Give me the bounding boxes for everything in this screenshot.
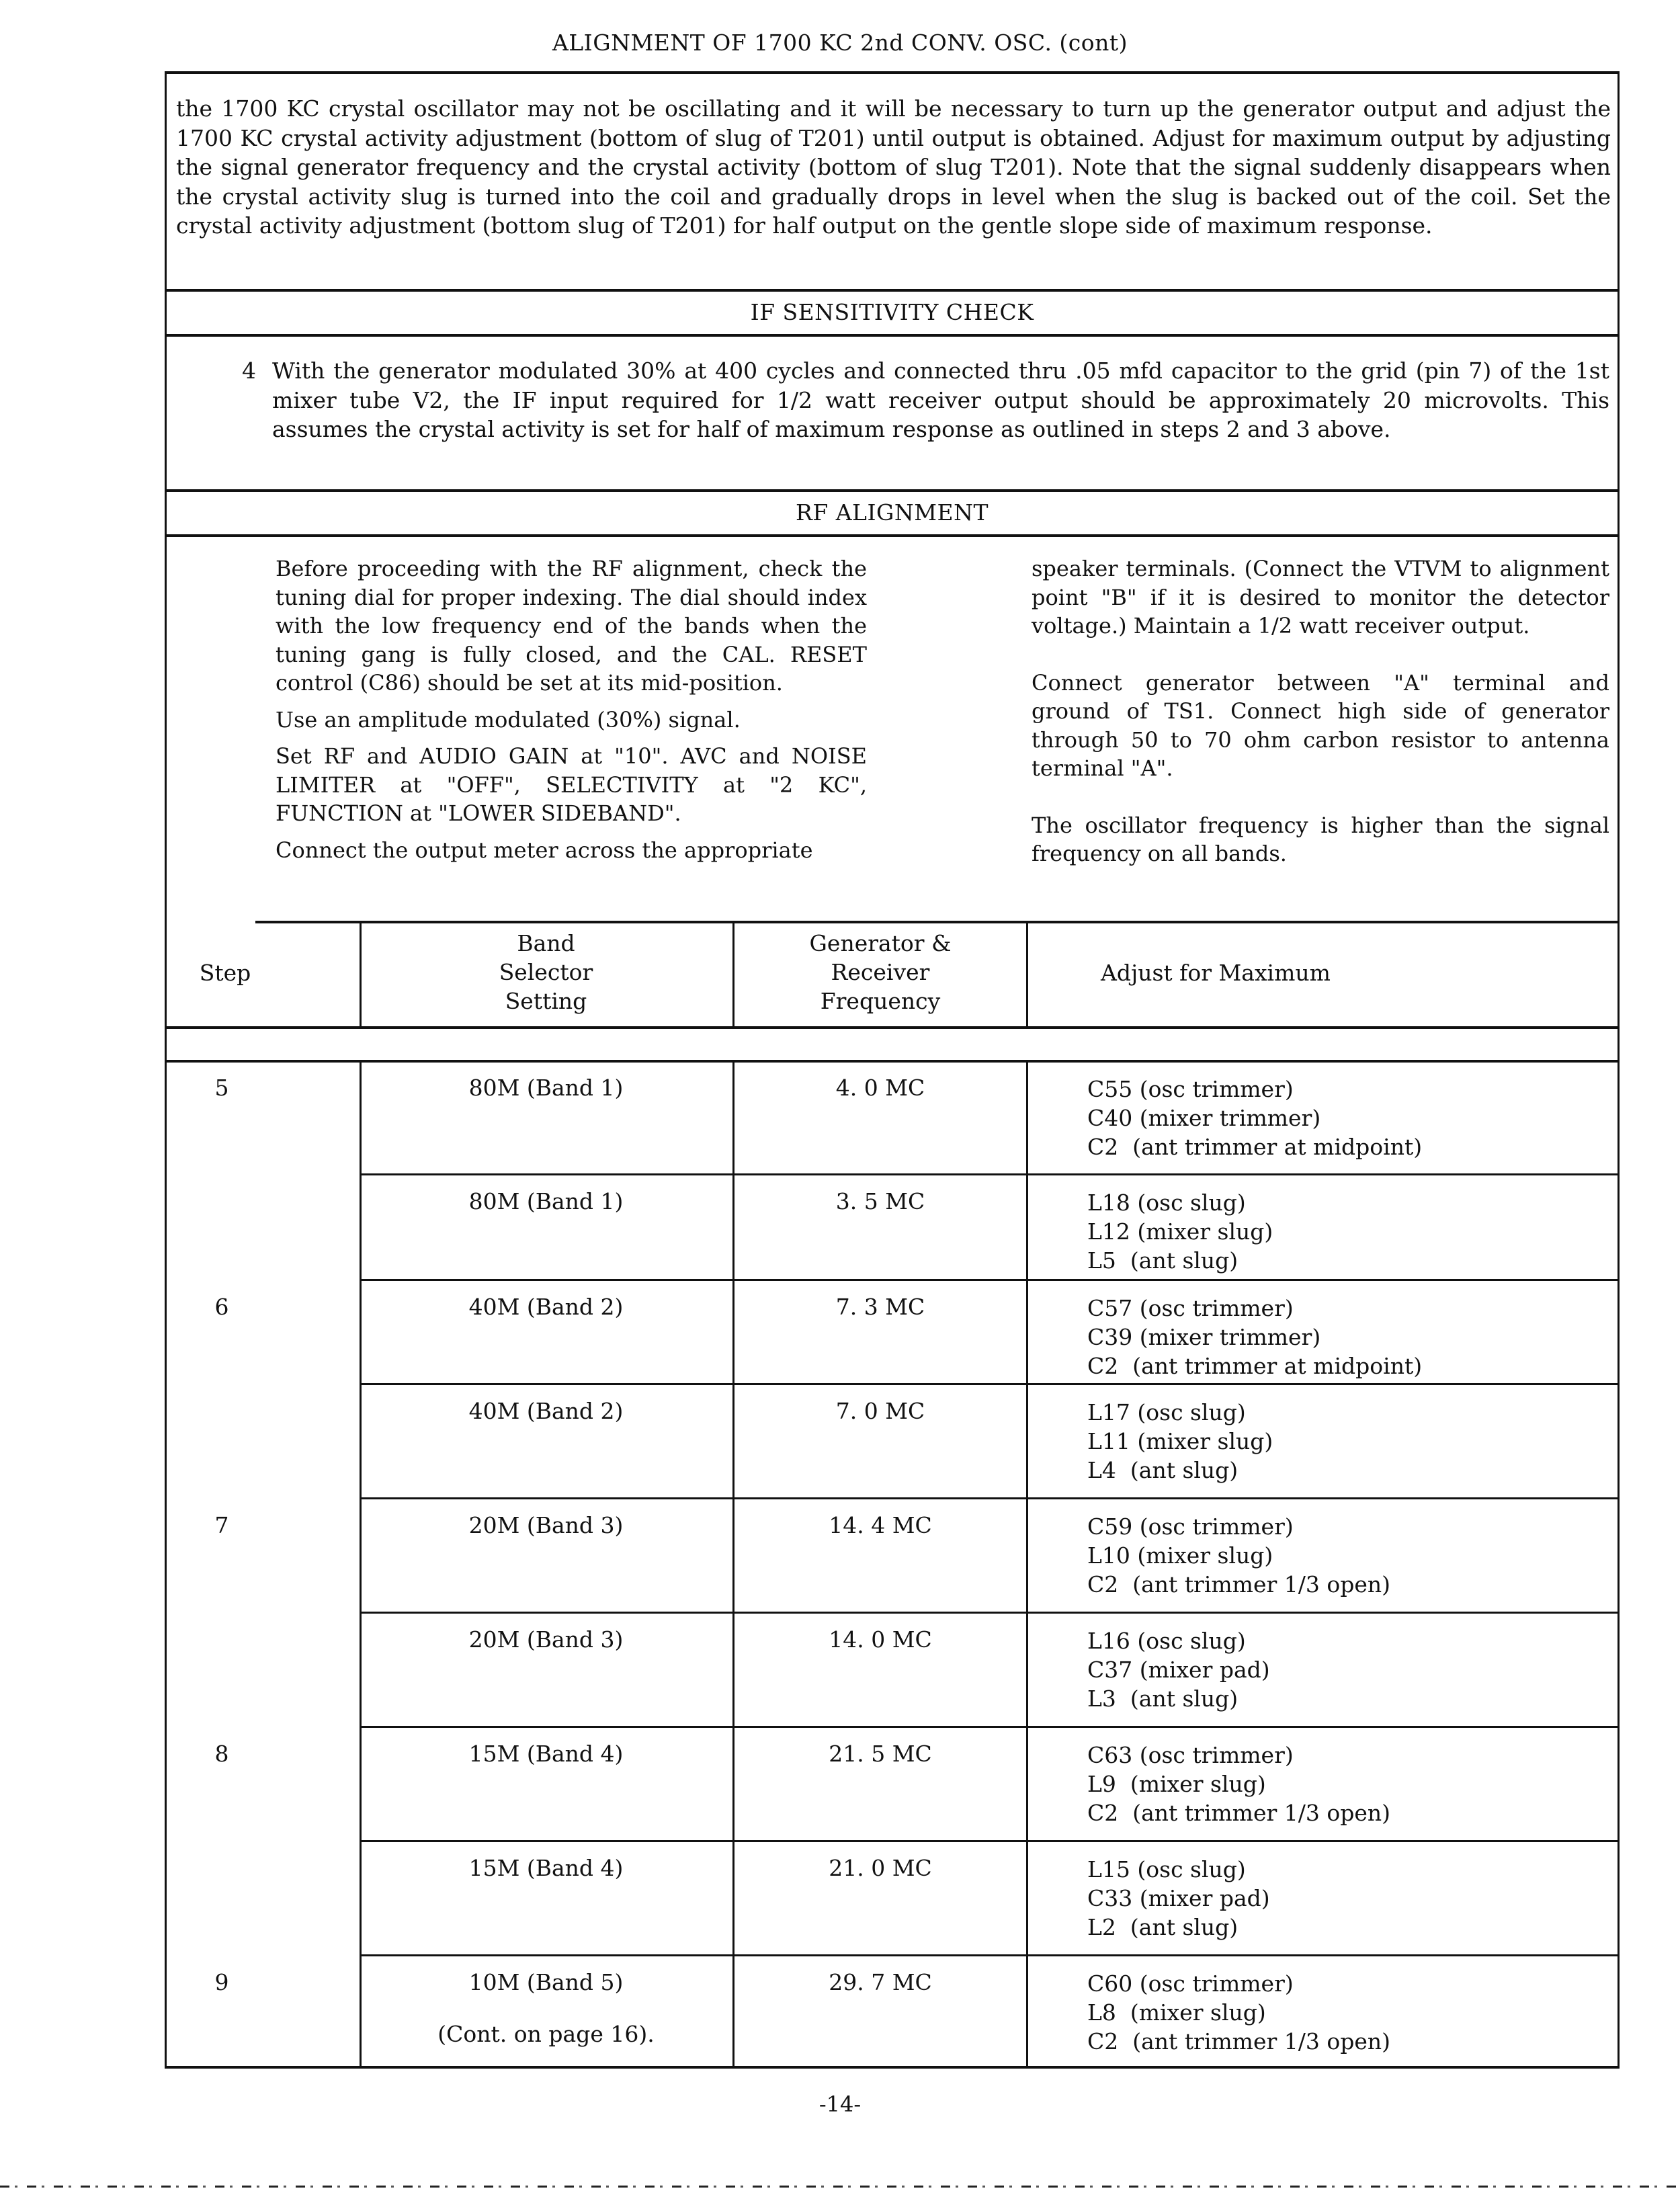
band-cell: 15M (Band 4): [468, 1741, 624, 1767]
frequency-cell: 4. 0 MC: [835, 1075, 925, 1101]
adjust-cell: [1087, 1855, 1270, 1942]
body-top-rule: [165, 1060, 1620, 1063]
if-section-heading: IF SENSITIVITY CHECK: [750, 299, 1034, 325]
adjust-cell: [1087, 1512, 1390, 1599]
adjust-item: C2 (ant trimmer 1/3 open): [1087, 1800, 1390, 1826]
adjust-cell: [1087, 1741, 1390, 1827]
adjust-item: L8 (mixer slug): [1087, 1999, 1266, 2026]
header-band-line: Selector: [499, 959, 593, 985]
adjust-cell: [1087, 1626, 1270, 1713]
if-step-text: With the generator modulated 30% at 400 cycles and connected thru .05 mfd capacitor to the grid (pin 7) of the 1st mixer tube V2, the IF input required for 1/2 watt receiver output should be approximately 20 microvolts. This assumes the crystal activity is set for half of maximum response as outlined in steps 2 and 3 above.: [272, 358, 1609, 442]
band-cell: 40M (Band 2): [468, 1398, 624, 1424]
rf-right-column: [1032, 554, 1609, 868]
adjust-item: C2 (ant trimmer 1/3 open): [1087, 2028, 1390, 2054]
adjust-item: C55 (osc trimmer): [1087, 1076, 1294, 1102]
adjust-cell: [1087, 1075, 1422, 1161]
column-divider: [732, 922, 734, 1026]
band-cell: 10M (Band 5): [468, 1969, 624, 1995]
header-step: Step: [199, 960, 251, 986]
rf-left-paragraph: Connect the output meter across the appropriate: [276, 837, 813, 863]
adjust-item: L16 (osc slug): [1087, 1628, 1246, 1654]
step-cell: 9: [214, 1969, 229, 1995]
adjust-cell: [1087, 1294, 1422, 1380]
rf-left-paragraph: Set RF and AUDIO GAIN at "10". AVC and NOISE LIMITER at "OFF", SELECTIVITY at "2 KC", FUNCTION at "LOWER SIDEBAND".: [276, 743, 867, 826]
section-rule: [165, 334, 1620, 337]
band-cell: 20M (Band 3): [468, 1626, 624, 1653]
rf-right-paragraph: The oscillator frequency is higher than the signal frequency on all bands.: [1032, 812, 1609, 866]
row-rule: [360, 1279, 1620, 1281]
band-cell: 80M (Band 1): [468, 1075, 624, 1101]
column-divider: [360, 922, 362, 1026]
adjust-item: L11 (mixer slug): [1087, 1428, 1273, 1454]
adjust-item: C37 (mixer pad): [1087, 1657, 1270, 1683]
row-rule: [360, 1383, 1620, 1385]
adjust-item: L12 (mixer slug): [1087, 1218, 1273, 1245]
frame-top-rule: [165, 71, 1620, 74]
adjust-item: C63 (osc trimmer): [1087, 1742, 1294, 1768]
row-rule: [360, 1497, 1620, 1499]
page-title: ALIGNMENT OF 1700 KC 2nd CONV. OSC. (cont): [552, 30, 1128, 56]
header-frequency: [732, 929, 1028, 1015]
adjust-cell: [1087, 1969, 1390, 2056]
frequency-cell: 3. 5 MC: [835, 1188, 925, 1214]
adjust-item: C57 (osc trimmer): [1087, 1295, 1294, 1321]
adjust-item: L2 (ant slug): [1087, 1914, 1238, 1940]
frequency-cell: 14. 4 MC: [829, 1512, 932, 1538]
adjust-item: L15 (osc slug): [1087, 1856, 1246, 1882]
frequency-cell: 7. 0 MC: [835, 1398, 925, 1424]
section-rule: [165, 534, 1620, 537]
band-cell: 15M (Band 4): [468, 1855, 624, 1881]
rf-right-paragraph: speaker terminals. (Connect the VTVM to alignment point "B" if it is desired to monitor the detector voltage.) Maintain a 1/2 watt receiver output.: [1032, 556, 1609, 638]
table-top-rule: [255, 921, 1620, 923]
band-cell: 40M (Band 2): [468, 1294, 624, 1320]
header-band-line: Band: [517, 930, 575, 956]
band-cell: 20M (Band 3): [468, 1512, 624, 1538]
step-cell: 5: [214, 1075, 229, 1101]
adjust-item: L18 (osc slug): [1087, 1190, 1246, 1216]
step-cell: 6: [214, 1294, 229, 1320]
section-rule: [165, 489, 1620, 492]
adjust-item: C60 (osc trimmer): [1087, 1970, 1294, 1997]
header-band-line: Setting: [505, 988, 587, 1014]
rf-left-paragraph: Before proceeding with the RF alignment, check the tuning dial for proper indexing. The dial should index with the low frequency end of the bands when the tuning gang is fully closed, and the CAL. RESET control (C86) should be set at its mid-position.: [276, 556, 867, 696]
table-bottom-rule: [165, 2066, 1620, 2069]
adjust-item: L5 (ant slug): [1087, 1247, 1238, 1274]
adjust-item: L3 (ant slug): [1087, 1686, 1238, 1712]
row-rule: [360, 1612, 1620, 1614]
band-cell: 80M (Band 1): [468, 1188, 624, 1214]
header-freq-line: Frequency: [820, 988, 941, 1014]
adjust-item: C40 (mixer trimmer): [1087, 1105, 1321, 1131]
rf-section-heading: RF ALIGNMENT: [795, 499, 989, 526]
adjust-item: C33 (mixer pad): [1087, 1885, 1270, 1911]
rf-right-paragraph: Connect generator between "A" terminal and ground of TS1. Connect high side of generator through 50 to 70 ohm carbon resistor to antenna terminal "A".: [1032, 669, 1609, 781]
header-band-selector: [360, 929, 732, 1015]
page-number: -14-: [818, 2091, 862, 2117]
column-divider: [1026, 922, 1028, 1026]
continuation-note: (Cont. on page 16).: [437, 2021, 655, 2047]
row-rule: [360, 1726, 1620, 1728]
intro-paragraph: the 1700 KC crystal oscillator may not be oscillating and it will be necessary to turn up the generator output and adjust the 1700 KC crystal activity adjustment (bottom of slug of T201) until output is obtained. Adjust for maximum output by adjusting the signal generator frequency and the crystal activity (bottom of slug T201). Note that the signal suddenly disappears when the crystal activity slug is turned into the coil and gradually drops in level when the slug is backed out of the coil. Set the crystal activity adjustment (bottom slug of T201) for half output on the gentle slope side of maximum response.: [176, 95, 1611, 239]
frequency-cell: 7. 3 MC: [835, 1294, 925, 1320]
row-rule: [360, 1840, 1620, 1842]
if-step-number: 4: [242, 358, 256, 384]
header-freq-line: Receiver: [831, 959, 930, 985]
row-rule: [360, 1173, 1620, 1175]
adjust-item: C2 (ant trimmer at midpoint): [1087, 1353, 1423, 1379]
scan-artifact: [0, 2186, 1680, 2188]
adjust-item: L4 (ant slug): [1087, 1457, 1238, 1483]
adjust-item: L17 (osc slug): [1087, 1399, 1246, 1425]
frequency-cell: 29. 7 MC: [829, 1969, 932, 1995]
adjust-item: L10 (mixer slug): [1087, 1542, 1273, 1569]
adjust-item: C59 (osc trimmer): [1087, 1513, 1294, 1540]
adjust-item: L9 (mixer slug): [1087, 1771, 1266, 1797]
rf-left-paragraph: Use an amplitude modulated (30%) signal.: [276, 706, 741, 733]
header-freq-line: Generator &: [809, 930, 952, 956]
header-bottom-rule: [165, 1026, 1620, 1029]
adjust-item: C2 (ant trimmer 1/3 open): [1087, 1571, 1390, 1597]
frequency-cell: 21. 5 MC: [829, 1741, 932, 1767]
section-rule: [165, 289, 1620, 292]
frequency-cell: 14. 0 MC: [829, 1626, 932, 1653]
row-rule: [360, 1954, 1620, 1956]
step-cell: 8: [214, 1741, 229, 1767]
frequency-cell: 21. 0 MC: [829, 1855, 932, 1881]
adjust-item: C39 (mixer trimmer): [1087, 1324, 1321, 1350]
header-adjust: Adjust for Maximum: [1101, 960, 1331, 986]
adjust-item: C2 (ant trimmer at midpoint): [1087, 1134, 1423, 1160]
step-cell: 7: [214, 1512, 229, 1538]
rf-left-column: [276, 554, 867, 864]
adjust-cell: [1087, 1398, 1273, 1485]
adjust-cell: [1087, 1188, 1273, 1275]
